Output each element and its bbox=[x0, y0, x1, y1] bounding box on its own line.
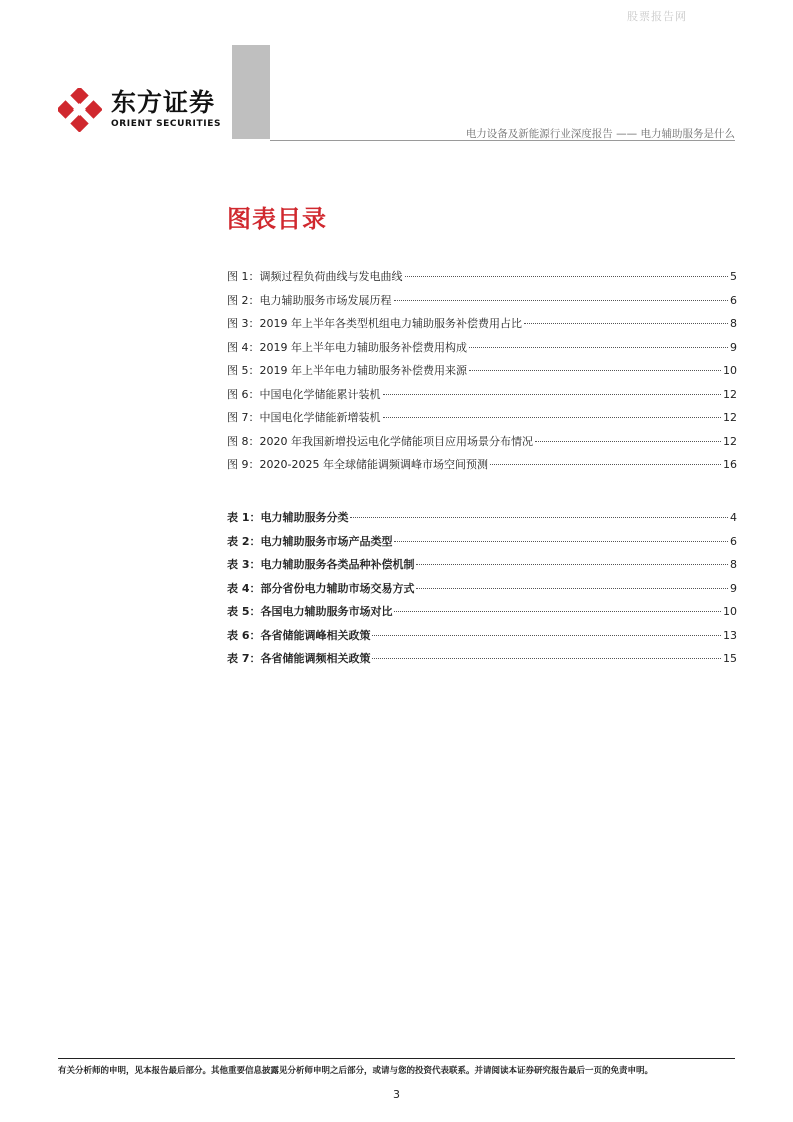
toc-entry-label: 图 8：2020 年我国新增投运电化学储能项目应用场景分布情况 bbox=[227, 434, 533, 448]
toc-entry-page: 13 bbox=[723, 628, 737, 642]
header-accent-bar bbox=[232, 45, 270, 139]
toc-entry-page: 8 bbox=[730, 558, 737, 571]
dot-leader bbox=[350, 517, 728, 518]
page-number: 3 bbox=[393, 1088, 400, 1101]
toc-entry-table-2[interactable] bbox=[227, 533, 737, 557]
toc-entry-page: 15 bbox=[723, 652, 737, 665]
toc-entry-page: 10 bbox=[723, 364, 737, 377]
toc-entry-figure-2[interactable] bbox=[227, 292, 737, 316]
toc-entry-figure-3[interactable] bbox=[227, 315, 737, 339]
toc-entry-label: 图 4：2019 年上半年电力辅助服务补偿费用构成 bbox=[227, 340, 467, 354]
toc-entry-label: 图 6：中国电化学储能累计装机 bbox=[227, 387, 381, 401]
toc-entry-label: 图 5：2019 年上半年电力辅助服务补偿费用来源 bbox=[227, 364, 467, 377]
toc-entry-label: 图 2：电力辅助服务市场发展历程 bbox=[227, 293, 392, 307]
toc-entry-label: 图 1：调频过程负荷曲线与发电曲线 bbox=[227, 270, 403, 283]
report-header-title: 电力设备及新能源行业深度报告 —— 电力辅助服务是什么 bbox=[465, 128, 735, 140]
toc-entry-label: 表 5：各国电力辅助服务市场对比 bbox=[227, 605, 393, 618]
dot-leader bbox=[469, 347, 728, 348]
orient-securities-logo bbox=[58, 88, 228, 133]
brand-name-en: ORIENT SECURITIES bbox=[111, 119, 222, 129]
toc-entry-label: 表 1：电力辅助服务分类 bbox=[227, 511, 349, 524]
dot-leader bbox=[416, 588, 728, 589]
watermark-text: 股票报告网 bbox=[627, 10, 687, 23]
dot-leader bbox=[469, 370, 721, 371]
toc-entry-figure-5[interactable] bbox=[227, 362, 737, 386]
header-divider bbox=[270, 140, 735, 141]
footer-divider bbox=[58, 1058, 735, 1059]
toc-entry-page: 4 bbox=[730, 511, 737, 524]
toc-entry-label: 表 7：各省储能调频相关政策 bbox=[227, 652, 371, 665]
toc-title: 图表目录 bbox=[227, 205, 327, 233]
dot-leader bbox=[490, 464, 721, 465]
toc-entry-page: 9 bbox=[730, 581, 737, 595]
toc-entry-page: 5 bbox=[730, 270, 737, 283]
figure-list bbox=[227, 268, 737, 480]
toc-entry-page: 10 bbox=[723, 605, 737, 618]
toc-entry-page: 6 bbox=[730, 293, 737, 307]
dot-leader bbox=[383, 417, 722, 418]
toc-entry-table-3[interactable] bbox=[227, 556, 737, 580]
toc-entry-page: 6 bbox=[730, 534, 737, 548]
toc-entry-figure-6[interactable] bbox=[227, 386, 737, 410]
dot-leader bbox=[405, 276, 729, 277]
toc-entry-page: 12 bbox=[723, 387, 737, 401]
toc-entry-page: 12 bbox=[723, 434, 737, 448]
toc-entry-page: 9 bbox=[730, 340, 737, 354]
dot-leader bbox=[416, 564, 728, 565]
dot-leader bbox=[394, 541, 728, 542]
footer-disclaimer: 有关分析师的申明，见本报告最后部分。其他重要信息披露见分析师申明之后部分，或请与您的投资代表联系。并请阅读本证券研究报告最后一页的免责申明。 bbox=[58, 1066, 654, 1076]
toc-entry-label: 表 3：电力辅助服务各类品种补偿机制 bbox=[227, 558, 415, 571]
orient-diamond-logo-icon bbox=[58, 88, 102, 132]
dot-leader bbox=[394, 611, 721, 612]
toc-entry-table-1[interactable] bbox=[227, 509, 737, 533]
toc-entry-table-7[interactable] bbox=[227, 650, 737, 674]
dot-leader bbox=[383, 394, 722, 395]
toc-entry-page: 16 bbox=[723, 458, 737, 471]
toc-entry-figure-1[interactable] bbox=[227, 268, 737, 292]
brand-name-cn: 东方证券 bbox=[111, 88, 216, 117]
toc-entry-page: 12 bbox=[723, 411, 737, 424]
toc-entry-figure-9[interactable] bbox=[227, 456, 737, 480]
toc-entry-table-5[interactable] bbox=[227, 603, 737, 627]
dot-leader bbox=[372, 658, 721, 659]
toc-entry-table-4[interactable] bbox=[227, 580, 737, 604]
dot-leader bbox=[394, 300, 729, 301]
toc-entry-figure-7[interactable] bbox=[227, 409, 737, 433]
toc-entry-figure-4[interactable] bbox=[227, 339, 737, 363]
toc-entry-label: 图 3：2019 年上半年各类型机组电力辅助服务补偿费用占比 bbox=[227, 317, 522, 330]
toc-entry-label: 表 4：部分省份电力辅助市场交易方式 bbox=[227, 581, 415, 595]
table-list bbox=[227, 509, 737, 674]
dot-leader bbox=[524, 323, 728, 324]
toc-entry-label: 表 2：电力辅助服务市场产品类型 bbox=[227, 534, 393, 548]
toc-entry-label: 图 7：中国电化学储能新增装机 bbox=[227, 411, 381, 424]
toc-entry-label: 图 9：2020-2025 年全球储能调频调峰市场空间预测 bbox=[227, 458, 488, 471]
toc-entry-page: 8 bbox=[730, 317, 737, 330]
toc-entry-figure-8[interactable] bbox=[227, 433, 737, 457]
dot-leader bbox=[535, 441, 721, 442]
toc-entry-label: 表 6：各省储能调峰相关政策 bbox=[227, 628, 371, 642]
toc-entry-table-6[interactable] bbox=[227, 627, 737, 651]
dot-leader bbox=[372, 635, 721, 636]
